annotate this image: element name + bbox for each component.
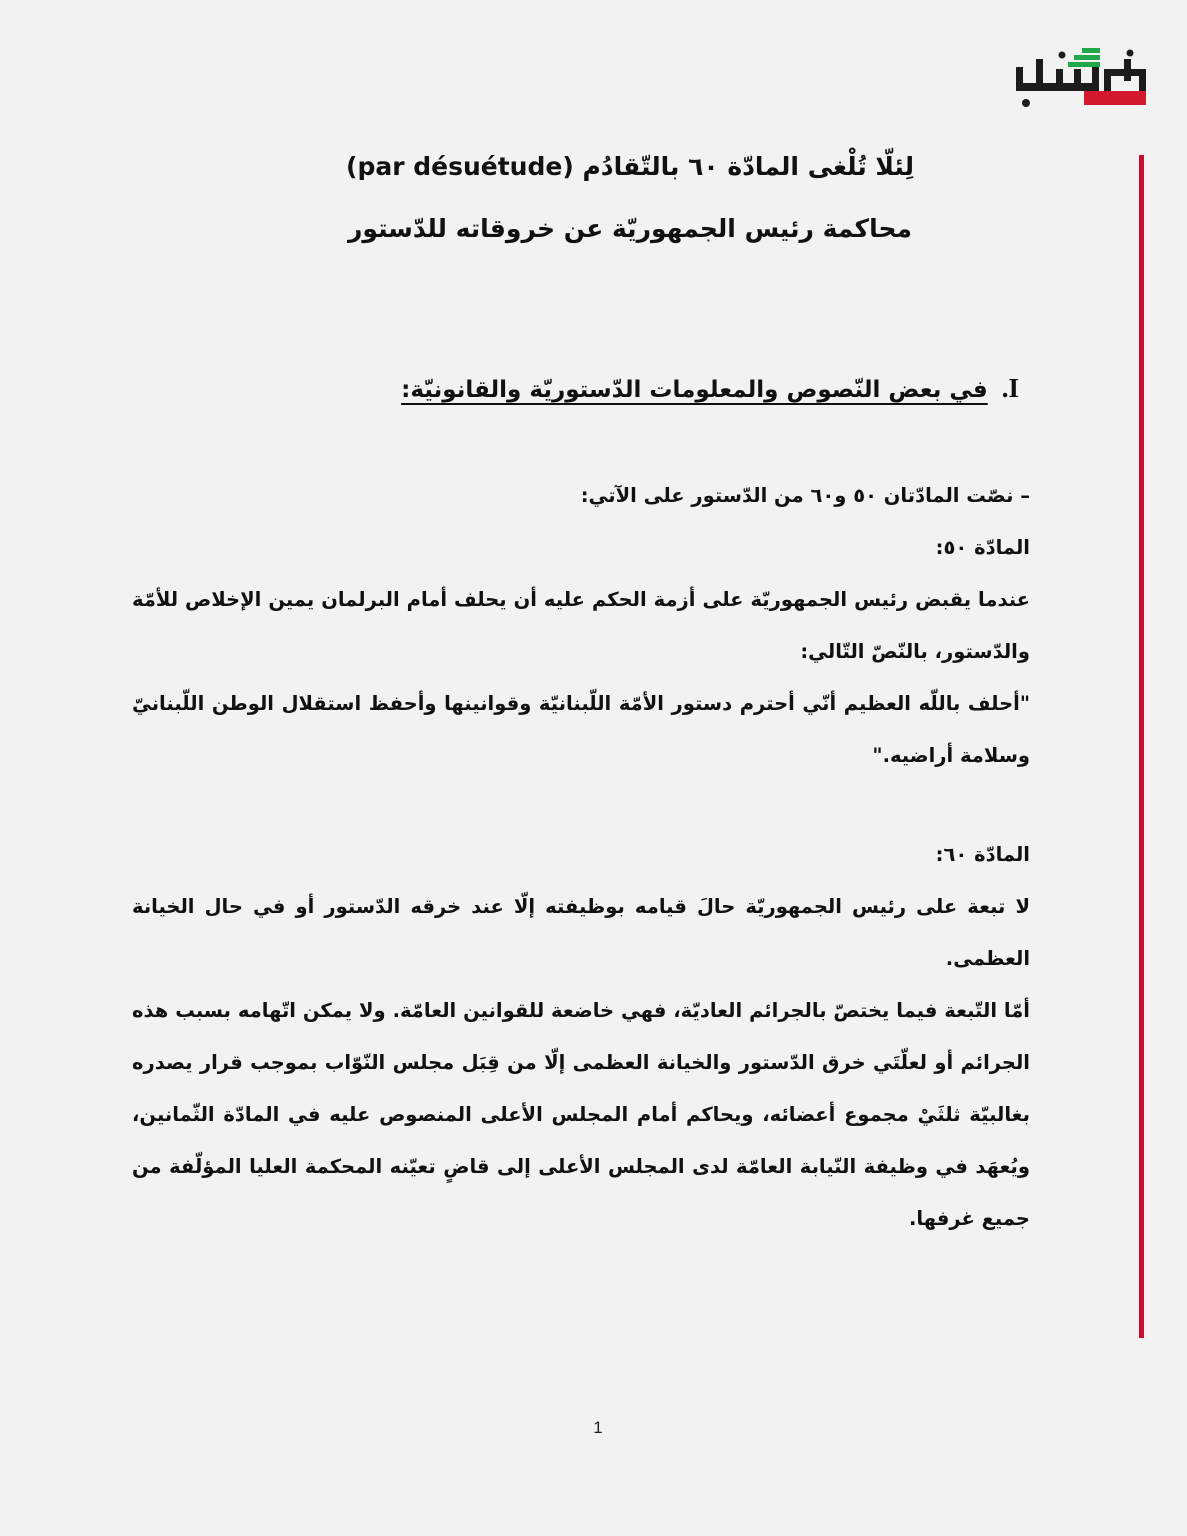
document-subtitle: محاكمة رئيس الجمهوريّة عن خروقاته للدّستور [348,214,912,243]
section-number: I. [1001,373,1019,403]
hona-lebnan-logo [1012,45,1152,117]
article-50-block [132,470,1030,782]
article-60-text-2: أمّا التّبعة فيما يختصّ بالجرائم العاديّة، فهي خاضعة للقوانين العامّة. ولا يمكن اتّهامه بسبب هذه الجرائم أو لعلّتَي خرق الدّستور والخيانة العظمى إلّا من قِبَل مجلس النّوّاب بموجب قرار يصدره بغالبيّة ثلثَيْ مجموع أعضائه، ويحاكم أمام المجلس الأعلى المنصوص عليه في المادّة الثّمانين، ويُعهَد في وظيفة النّيابة العامّة لدى المجلس الأعلى إلى قاضٍ تعيّنه المحكمة العليا المؤلّفة من جميع غرفها. [132,999,1030,1230]
article-60-label: المادّة ٦٠: [935,843,1030,866]
section-heading [401,370,1019,408]
article-50-text: عندما يقبض رئيس الجمهوريّة على أزمة الحكم عليه أن يحلف أمام البرلمان يمين الإخلاص للأمّة والدّستور، بالنّصّ التّالي: [132,588,1030,663]
red-margin-rule [1139,155,1144,1338]
article-50-label: المادّة ٥٠: [935,536,1030,559]
article-50-oath: "أحلف باللّه العظيم أنّي أحترم دستور الأمّة اللّبنانيّة وقوانينها وأحفظ استقلال الوطن اللّبنانيّ وسلامة أراضيه." [132,692,1030,767]
article-60-text-1: لا تبعة على رئيس الجمهوريّة حالَ قيامه بوظيفته إلّا عند خرقه الدّستور أو في حال الخيانة العظمى. [132,895,1030,970]
article-60-block [132,829,1030,1245]
page-number: 1 [593,1418,603,1437]
document-title: لِئلّا تُلْغى المادّة ٦٠ بالتّقادُم (par désuétude) [346,152,914,181]
section-heading-text: في بعض النّصوص والمعلومات الدّستوريّة والقانونيّة: [401,377,988,403]
intro-paragraph: – نصّت المادّتان ٥٠ و٦٠ من الدّستور على الآتي: [580,484,1030,507]
